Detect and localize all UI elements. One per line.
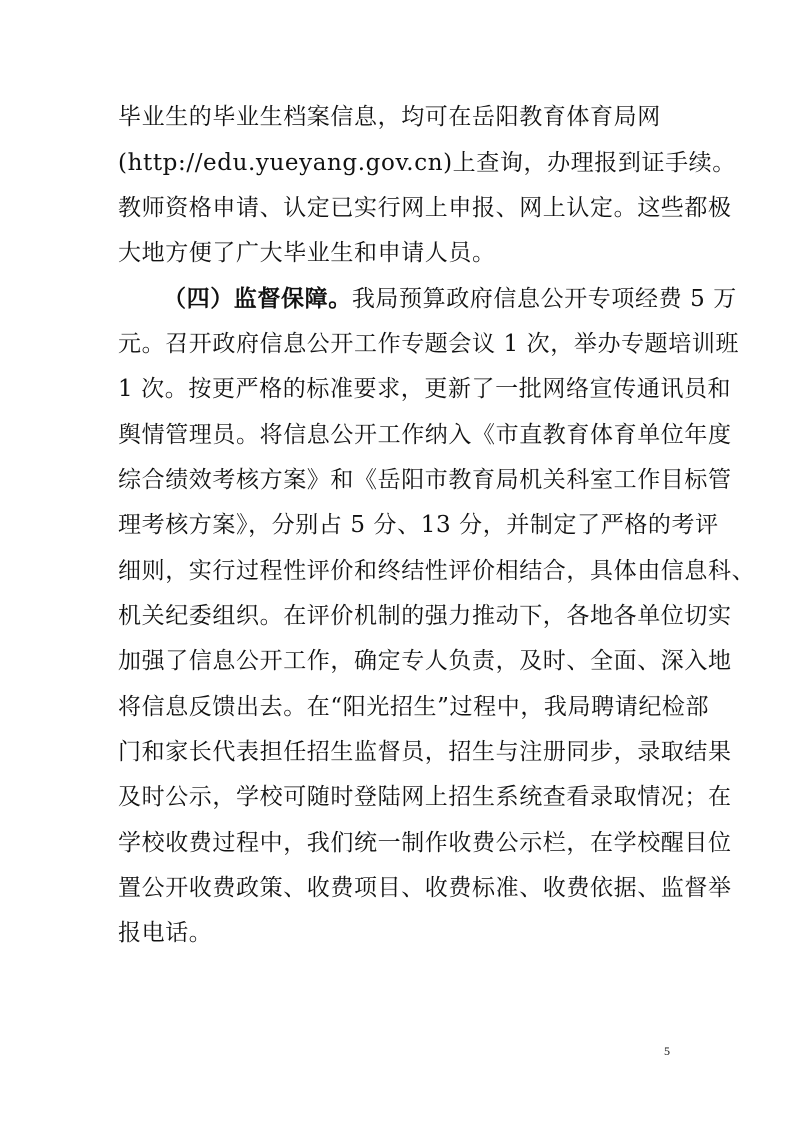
- section-heading-line: [163, 284, 737, 314]
- paragraph-line: 加强了信息公开工作，确定专人负责，及时、全面、深入地: [118, 648, 732, 674]
- paragraph-line: 学校收费过程中，我们统一制作收费公示栏，在学校醒目位: [118, 830, 732, 856]
- page-number: 5: [664, 1044, 670, 1058]
- paragraph-line: 报电话。: [118, 920, 213, 946]
- paragraph-line: 理考核方案》，分别占 5 分、13 分，并制定了严格的考评: [118, 512, 719, 538]
- paragraph-line: 门和家长代表担任招生监督员，招生与注册同步，录取结果: [118, 739, 732, 765]
- paragraph-line: 元。召开政府信息公开工作专题会议 1 次，举办专题培训班: [118, 331, 740, 357]
- paragraph-line: 舆情管理员。将信息公开工作纳入《市直教育体育单位年度: [118, 422, 732, 448]
- paragraph-line: 1 次。按更严格的标准要求，更新了一批网络宣传通讯员和: [118, 376, 732, 402]
- paragraph-line: 大地方便了广大毕业生和申请人员。: [118, 240, 496, 266]
- paragraph-line: 教师资格申请、认定已实行网上申报、网上认定。这些都极: [118, 195, 732, 221]
- section-heading: （四）监督保障。: [163, 285, 352, 312]
- paragraph-line: 毕业生的毕业生档案信息，均可在岳阳教育体育局网: [118, 104, 661, 130]
- paragraph-line: 综合绩效考核方案》和《岳阳市教育局机关科室工作目标管: [118, 467, 732, 493]
- paragraph-line: 机关纪委组织。在评价机制的强力推动下，各地各单位切实: [118, 603, 732, 629]
- paragraph-line: 细则，实行过程性评价和终结性评价相结合，具体由信息科、: [118, 558, 756, 584]
- paragraph-line: (http://edu.yueyang.gov.cn)上查询，办理报到证手续。: [118, 150, 736, 176]
- paragraph-line: 置公开收费政策、收费项目、收费标准、收费依据、监督举: [118, 875, 732, 901]
- paragraph-line: 将信息反馈出去。在“阳光招生”过程中，我局聘请纪检部: [118, 694, 710, 720]
- section-first-line-text: 我局预算政府信息公开专项经费 5 万: [351, 286, 737, 312]
- paragraph-line: 及时公示，学校可随时登陆网上招生系统查看录取情况；在: [118, 784, 732, 810]
